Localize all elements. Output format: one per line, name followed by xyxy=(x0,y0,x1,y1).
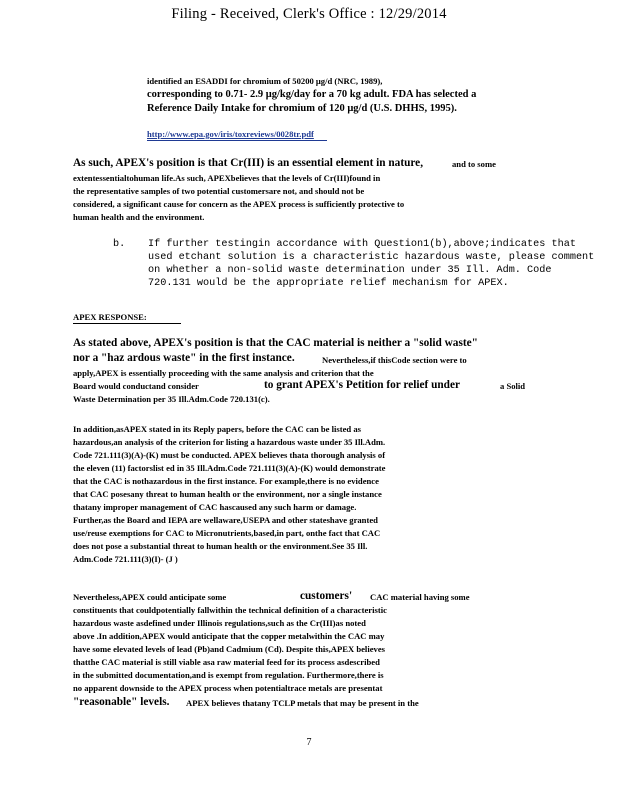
link-underline xyxy=(147,140,327,141)
para2-line-4c: a Solid xyxy=(500,381,526,391)
para1-lead: As such, APEX's position is that Cr(III) is an essential element in nature, xyxy=(73,157,424,169)
para3-line: In addition,asAPEX stated in its Reply papers, before the CAC can be listed as xyxy=(73,424,361,434)
para2-line: Waste Determination per 35 Ill.Adm.Code 720.131(c). xyxy=(73,394,270,404)
item-b-line: 720.131 would be the appropriate relief mechanism for APEX. xyxy=(148,278,509,289)
para1-line: human health and the environment. xyxy=(73,212,205,222)
top-line-1: identified an ESADDI for chromium of 50200 μg/d (NRC, 1989), xyxy=(147,76,383,86)
para3-line: Further,as the Board and IEPA are wellaware,USEPA and other stateshave granted xyxy=(73,515,378,525)
para1-lead-tail: and to some xyxy=(452,159,496,169)
response-underline xyxy=(73,323,181,324)
para3-line: Adm.Code 721.111(3)(I)- (J ) xyxy=(73,554,178,564)
para2-line-4a: Board would conductand consider xyxy=(73,381,199,391)
para3-line: thatany improper management of CAC hascaused any such harm or damage. xyxy=(73,502,357,512)
para4-line: thatthe CAC material is still viable asa raw material feed for its process asdescribed xyxy=(73,657,380,667)
para4-last-a: "reasonable" levels. xyxy=(73,696,170,708)
top-line-3: Reference Daily Intake for chromium of 120 μg/d (U.S. DHHS, 1995). xyxy=(147,103,457,114)
para3-line: the eleven (11) factorslist ed in 35 Ill.Adm.Code 721.111(3)(A)-(K) would demonstrate xyxy=(73,463,386,473)
para3-line: that CAC posesany threat to human health or the environment, nor a single instance xyxy=(73,489,382,499)
para1-line: extentessentialtohuman life.As such, APEXbelieves that the levels of Cr(III)found in xyxy=(73,173,381,183)
para4-line: no apparent downside to the APEX process when potentialtrace metals are presentat xyxy=(73,683,383,693)
para1-line: the representative samples of two potential customersare not, and should not be xyxy=(73,186,365,196)
filing-header: Filing - Received, Clerk's Office : 12/29/2014 xyxy=(171,6,447,22)
para4-line: in the submitted documentation,and is exempt from regulation. Furthermore,there is xyxy=(73,670,384,680)
para4-line: constituents that couldpotentially fallwithin the technical definition of a characteristic xyxy=(73,605,387,615)
para4-line-1a: Nevertheless,APEX could anticipate some xyxy=(73,592,227,602)
para2-line-4b: to grant APEX's Petition for relief under xyxy=(264,379,460,391)
para1-line: considered, a significant cause for concern as the APEX process is sufficiently protective to xyxy=(73,199,405,209)
item-b-label: b. xyxy=(113,239,126,250)
para4-line: above .In addition,APEX would anticipate that the copper metalwithin the CAC may xyxy=(73,631,385,641)
para4-line-1b: customers' xyxy=(300,590,353,602)
para2-lead-1: As stated above, APEX's position is that the CAC material is neither a "solid waste" xyxy=(73,337,478,349)
page-number: 7 xyxy=(306,737,312,748)
para3-line: does not pose a substantial threat to human health or the environment.See 35 Ill. xyxy=(73,541,368,551)
para2-lead-2-tail: Nevertheless,if thisCode section were to xyxy=(322,355,467,365)
epa-link[interactable]: http://www.epa.gov/iris/toxreviews/0028tr.pdf xyxy=(147,129,314,139)
para3-line: Code 721.111(3)(A)-(K) must be conducted. APEX believes thata thorough analysis of xyxy=(73,450,386,460)
para3-line: hazardous,an analysis of the criterion for listing a hazardous waste under 35 Ill.Adm. xyxy=(73,437,386,447)
item-b-line: If further testingin accordance with Question1(b),above;indicates that xyxy=(148,239,576,250)
response-label: APEX RESPONSE: xyxy=(73,312,147,322)
para2-line: apply,APEX is essentially proceeding with the same analysis and criterion that the xyxy=(73,368,374,378)
para4-last-b: APEX believes thatany TCLP metals that may be present in the xyxy=(186,698,419,708)
para2-lead-2: nor a "haz ardous waste" in the first instance. xyxy=(73,352,295,364)
para4-line: have some elevated levels of lead (Pb)and Cadmium (Cd). Despite this,APEX believes xyxy=(73,644,385,654)
para3-line: use/reuse exemptions for CAC to Micronutrients,based,in part, onthe fact that CAC xyxy=(73,528,381,538)
item-b-line: on whether a non-solid waste determination under 35 Ill. Adm. Code xyxy=(148,265,552,276)
item-b-line: used etchant solution is a characteristic hazardous waste, please comment xyxy=(148,252,595,263)
top-line-2: corresponding to 0.71- 2.9 μg/kg/day for a 70 kg adult. FDA has selected a xyxy=(147,89,477,100)
para4-line: hazardous waste asdefined under Illinois regulations,such as the Cr(III)as noted xyxy=(73,618,366,628)
para3-line: that the CAC is nothazardous in the first instance. For example,there is no evidence xyxy=(73,476,379,486)
para4-line-1c: CAC material having some xyxy=(370,592,470,602)
